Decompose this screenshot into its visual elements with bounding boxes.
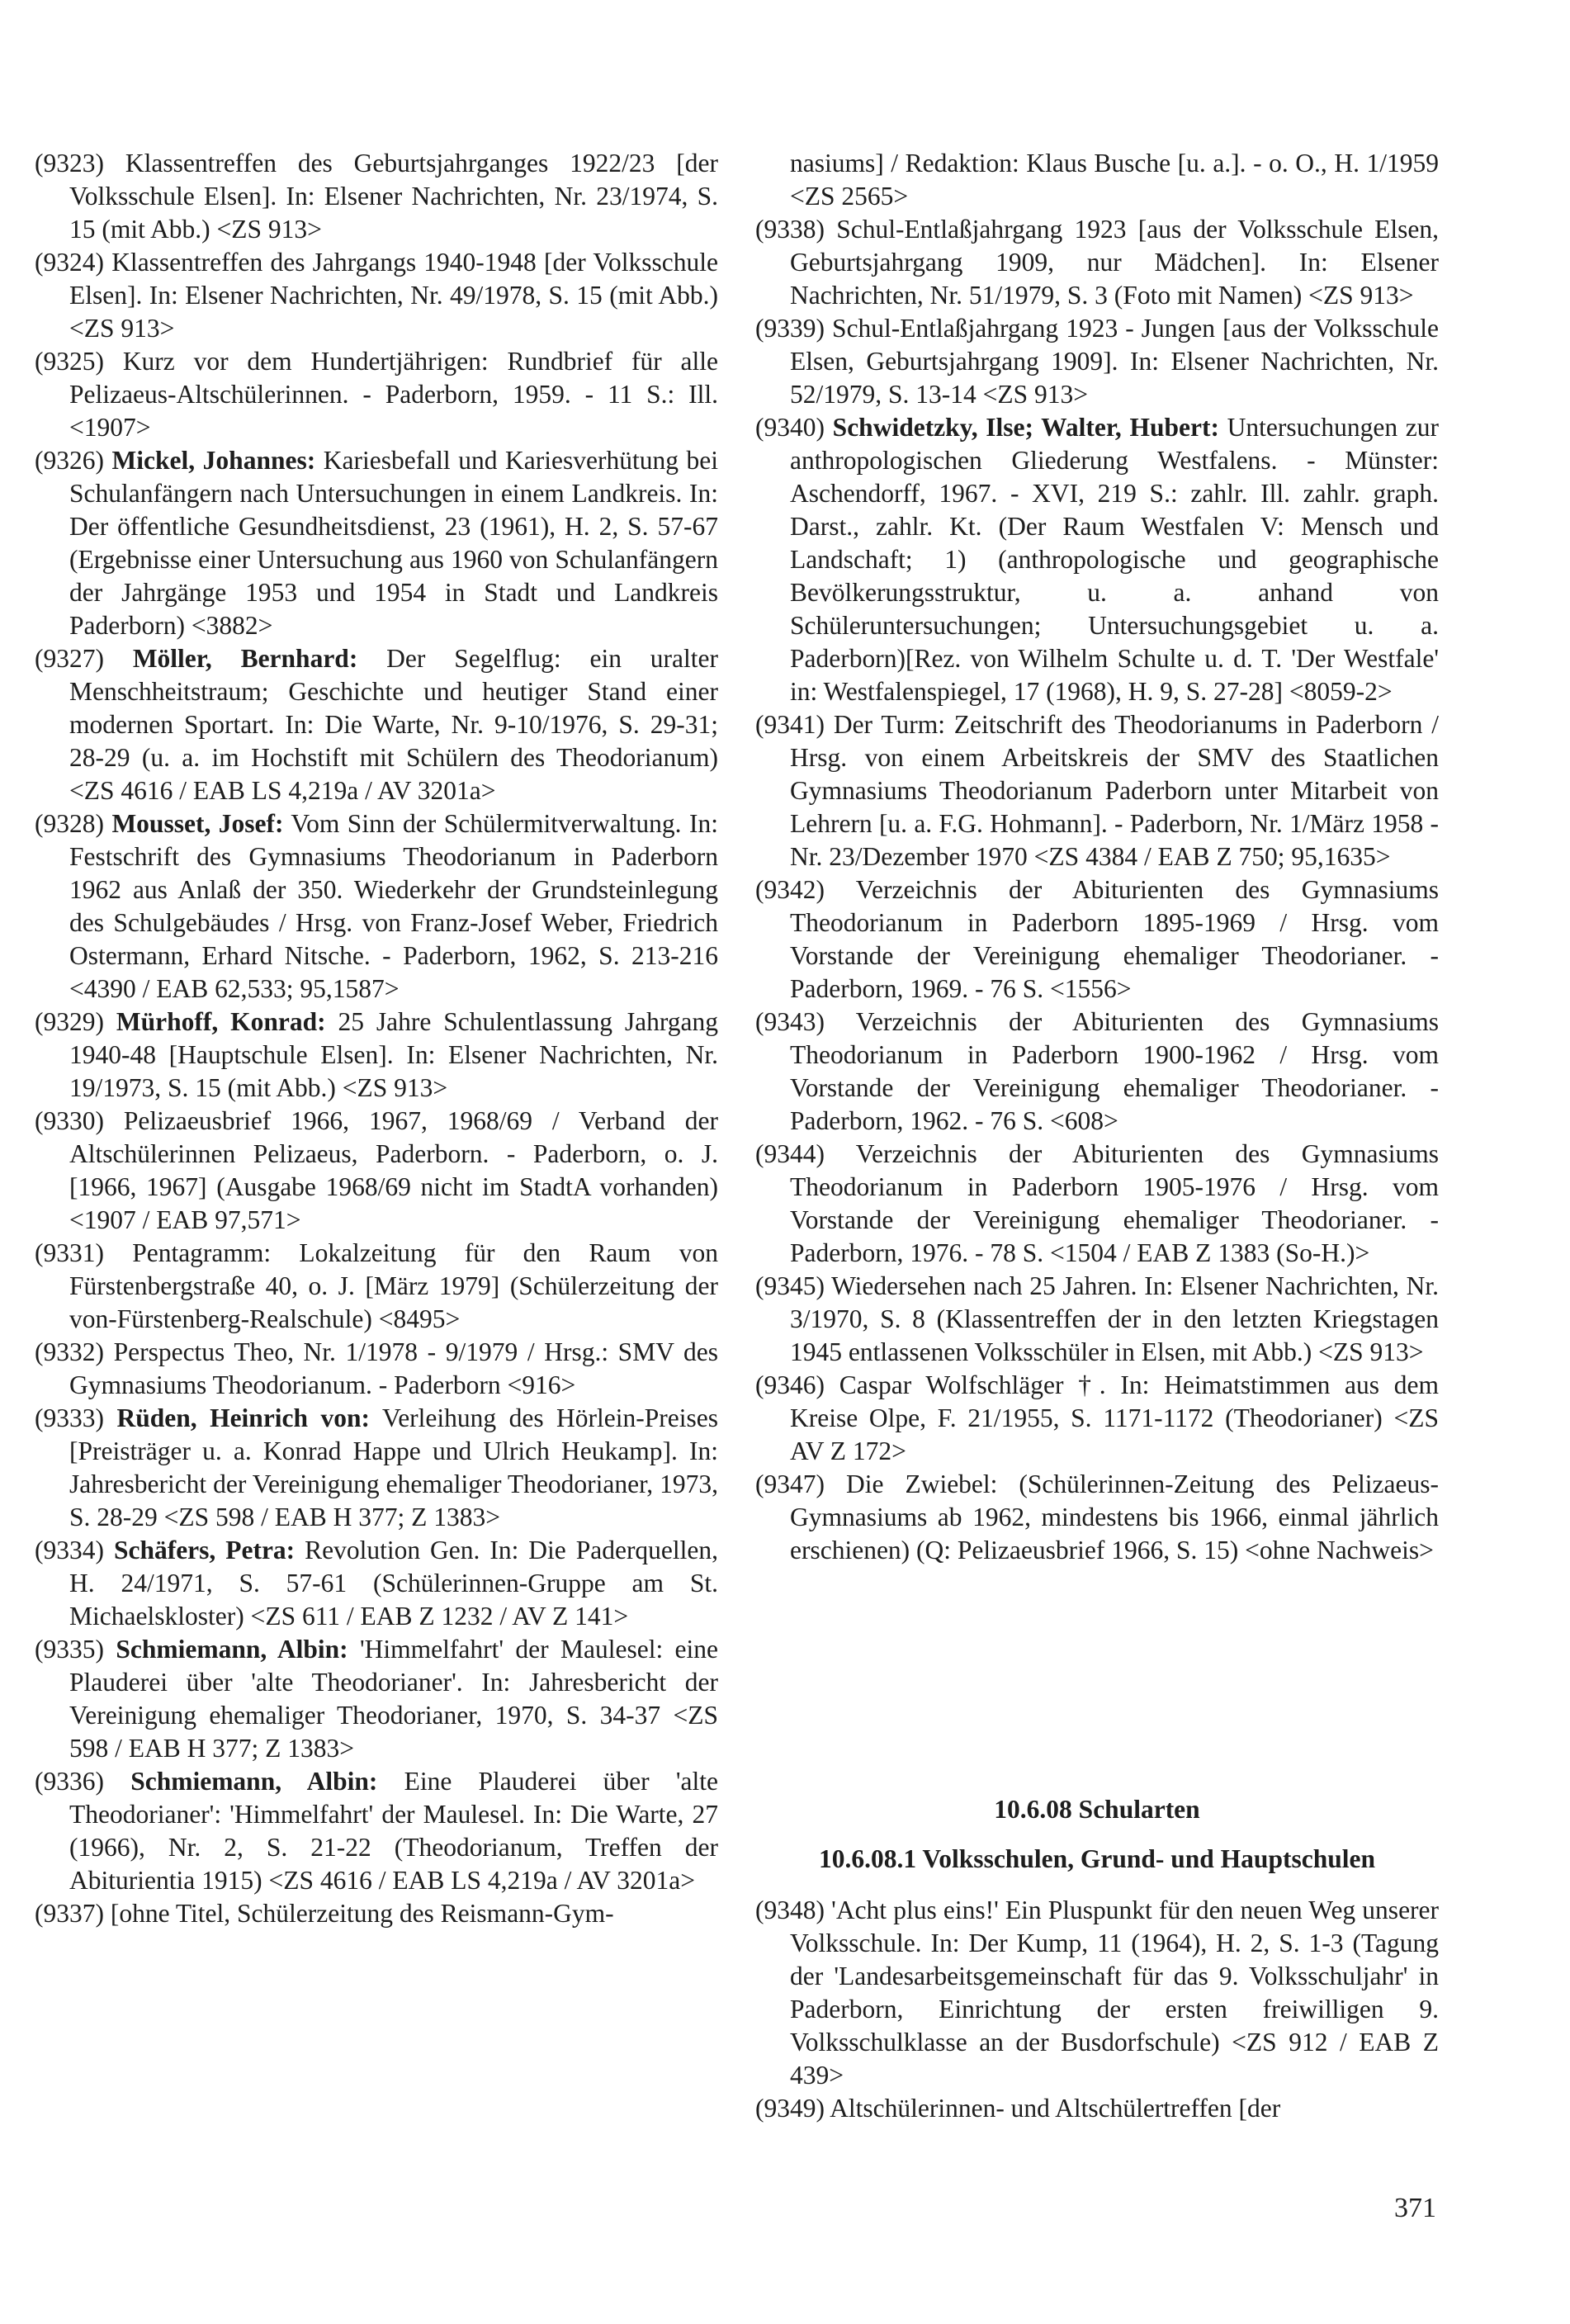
- bibliography-entry: [35, 807, 718, 1006]
- entry-text: Wiedersehen nach 25 Jahren. In: Elsener Nachrichten, Nr. 3/1970, S. 8 (Klassentreffen der in den letzten Kriegstagen 1945 entlassenen Volksschüler in Elsen, mit Abb.) <ZS 913>: [790, 1271, 1439, 1366]
- entry-author: Mousset, Josef:: [111, 809, 284, 838]
- entry-text: Untersuchungen zur anthropologischen Gliederung Westfalens. - Münster: Aschendorff, 1967. - XVI, 219 S.: zahlr. Ill. zahlr. graph. Darst., zahlr. Kt. (Der Raum Westfalen V: Mensch und Landschaft; 1) (anthropologische und geographische Bevölkerungsstruktur, u. a. anhand von Schüleruntersuchungen; Untersuchungsgebiet u. a. Paderborn)[Rez. von Wilhelm Schulte u. d. T. 'Der Westfale' in: Westfalenspiegel, 17 (1968), H. 9, S. 27-28] <8059-2>: [790, 413, 1440, 706]
- bibliography-entry: [35, 1765, 718, 1897]
- bibliography-entry: [35, 444, 718, 642]
- entry-number: (9348): [755, 1896, 825, 1924]
- entry-number: (9343): [755, 1007, 825, 1036]
- bibliography-entry: [755, 1894, 1439, 2092]
- entry-number: (9325): [35, 347, 104, 376]
- entry-text: 'Acht plus eins!' Ein Pluspunkt für den neuen Weg unserer Volksschule. In: Der Kump, 11 (1964), H. 2, S. 1-3 (Tagung der 'Landesarbeitsgemeinschaft für das 9. Volksschuljahr' in Paderborn, Einrichtung der ersten freiwilligen 9. Volksschulklasse an der Busdorfschule) <ZS 912 / EAB Z 439>: [790, 1896, 1440, 2090]
- bibliography-entry: [35, 246, 718, 345]
- bibliography-entry: [35, 147, 718, 246]
- bibliography-entry: [755, 1468, 1439, 1567]
- entry-text: Schul-Entlaßjahrgang 1923 - Jungen [aus der Volksschule Elsen, Geburtsjahrgang 1909]. In: Elsener Nachrichten, Nr. 52/1979, S. 13-14 <ZS 913>: [790, 314, 1440, 409]
- entry-number: (9347): [755, 1470, 825, 1498]
- entry-number: (9331): [35, 1238, 104, 1267]
- entry-number: (9334): [35, 1536, 104, 1564]
- entry-number: (9337): [35, 1899, 104, 1928]
- entry-text: 'Himmelfahrt' der Maulesel: eine Plauderei über 'alte Theodorianer'. In: Jahresbericht der Vereinigung ehemaliger Theodorianer, 1970, S. 34-37 <ZS 598 / EAB H 377; Z 1383>: [69, 1635, 719, 1763]
- entry-author: Schwidetzky, Ilse; Walter, Hubert:: [832, 413, 1219, 442]
- bibliography-entry: [35, 1105, 718, 1237]
- bibliography-entry: [35, 1402, 718, 1534]
- entry-text: Altschülerinnen- und Altschülertreffen [der: [830, 2094, 1281, 2123]
- entry-text: Klassentreffen des Jahrgangs 1940-1948 [der Volksschule Elsen]. In: Elsener Nachrichten, Nr. 49/1978, S. 15 (mit Abb.) <ZS 913>: [69, 248, 718, 343]
- entry-number: (9338): [755, 215, 825, 244]
- entry-author: Schäfers, Petra:: [113, 1536, 296, 1564]
- entry-text: nasiums] / Redaktion: Klaus Busche [u. a.]. - o. O., H. 1/1959 <ZS 2565>: [790, 149, 1439, 211]
- right-column-continued: [755, 1894, 1439, 2125]
- bibliography-entry: [755, 873, 1439, 1006]
- entry-number: (9329): [35, 1007, 104, 1036]
- bibliography-entry: [755, 147, 1439, 213]
- bibliography-entry: [755, 1369, 1439, 1468]
- entry-text: Caspar Wolfschläger †. In: Heimatstimmen aus dem Kreise Olpe, F. 21/1955, S. 1171-1172 (Theodorianer) <ZS AV Z 172>: [790, 1370, 1439, 1465]
- entry-text: Pelizaeusbrief 1966, 1967, 1968/69 / Verband der Altschülerinnen Pelizaeus, Paderborn. - Paderborn, o. J. [1966, 1967] (Ausgabe 1968/69 nicht im StadtA vorhanden) <1907 / EAB 97,571>: [69, 1106, 718, 1234]
- entry-text: 25 Jahre Schulentlassung Jahrgang 1940-48 [Hauptschule Elsen]. In: Elsener Nachrichten, Nr. 19/1973, S. 15 (mit Abb.) <ZS 913>: [69, 1007, 719, 1102]
- entry-number: (9344): [755, 1139, 825, 1168]
- bibliography-entry: [35, 1897, 718, 1930]
- entry-number: (9345): [755, 1271, 825, 1300]
- entry-number: (9324): [35, 248, 104, 277]
- entry-number: (9346): [755, 1370, 825, 1399]
- entry-text: Kariesbefall und Kariesverhütung bei Schulanfängern nach Untersuchungen in einem Landkreis. In: Der öffentliche Gesundheitsdienst, 23 (1961), H. 2, S. 57-67 (Ergebnisse einer Untersuchung aus 1960 von Schulanfängern der Jahrgänge 1953 und 1954 in Stadt und Landkreis Paderborn) <3882>: [69, 446, 718, 640]
- bibliography-entry: [35, 1336, 718, 1402]
- entry-author: Schmiemann, Albin:: [130, 1767, 378, 1796]
- entry-text: Verzeichnis der Abiturienten des Gymnasiums Theodorianum in Paderborn 1905-1976 / Hrsg. vom Vorstande der Vereinigung ehemaliger Theodorianer. - Paderborn, 1976. - 78 S. <1504 / EAB Z 1383 (So-H.)>: [790, 1139, 1439, 1267]
- entry-text: Schul-Entlaßjahrgang 1923 [aus der Volksschule Elsen, Geburtsjahrgang 1909, nur Mädchen]. In: Elsener Nachrichten, Nr. 51/1979, S. 3 (Foto mit Namen) <ZS 913>: [790, 215, 1440, 310]
- entry-text: Vom Sinn der Schülermitverwaltung. In: Festschrift des Gymnasiums Theodorianum in Paderborn 1962 aus Anlaß der 350. Wiederkehr der Grundsteinlegung des Schulgebäudes / Hrsg. von Franz-Josef Weber, Friedrich Ostermann, Erhard Nitsche. - Paderborn, 1962, S. 213-216 <4390 / EAB 62,533; 95,1587>: [69, 809, 718, 1003]
- entry-author: Möller, Bernhard:: [132, 644, 358, 673]
- entry-number: (9332): [35, 1337, 104, 1366]
- entry-author: Mürhoff, Konrad:: [116, 1007, 326, 1036]
- subsection-heading: 10.6.08.1 Volksschulen, Grund- und Hauptschulen: [819, 1844, 1375, 1873]
- entry-text: Klassentreffen des Geburtsjahrganges 1922/23 [der Volksschule Elsen]. In: Elsener Nachrichten, Nr. 23/1974, S. 15 (mit Abb.) <ZS 913>: [69, 149, 718, 244]
- entry-text: Der Turm: Zeitschrift des Theodorianums in Paderborn / Hrsg. von einem Arbeitskreis der SMV des Staatlichen Gymnasiums Theodorianum Paderborn unter Mitarbeit von Lehrern [u. a. F.G. Hohmann]. - Paderborn, Nr. 1/März 1958 - Nr. 23/Dezember 1970 <ZS 4384 / EAB Z 750; 95,1635>: [790, 710, 1439, 871]
- bibliography-entry: [755, 411, 1439, 708]
- entry-number: (9333): [35, 1403, 104, 1432]
- entry-number: (9342): [755, 875, 825, 904]
- bibliography-entry: [755, 1006, 1439, 1138]
- entry-number: (9326): [35, 446, 104, 475]
- bibliography-entry: [35, 1534, 718, 1633]
- entry-number: (9327): [35, 644, 104, 673]
- bibliography-entry: [35, 642, 718, 807]
- bibliography-entry: [755, 2092, 1439, 2125]
- bibliography-entry: [35, 1237, 718, 1336]
- entry-text: Der Segelflug: ein uralter Menschheitstraum; Geschichte und heutiger Stand einer modernen Sportart. In: Die Warte, Nr. 9-10/1976, S. 29-31; 28-29 (u. a. im Hochstift mit Schülern des Theodorianum) <ZS 4616 / EAB LS 4,219a / AV 3201a>: [69, 644, 719, 805]
- bibliography-entry: [35, 345, 718, 444]
- entry-text: Verzeichnis der Abiturienten des Gymnasiums Theodorianum in Paderborn 1895-1969 / Hrsg. vom Vorstande der Vereinigung ehemaliger Theodorianer. - Paderborn, 1969. - 76 S. <1556>: [790, 875, 1439, 1003]
- bibliography-entry: [755, 213, 1439, 312]
- entry-text: [ohne Titel, Schülerzeitung des Reismann-Gym-: [110, 1899, 614, 1928]
- entry-text: Perspectus Theo, Nr. 1/1978 - 9/1979 / Hrsg.: SMV des Gymnasiums Theodorianum. - Paderborn <916>: [69, 1337, 718, 1399]
- section-heading: 10.6.08 Schularten: [994, 1795, 1200, 1824]
- entry-text: Pentagramm: Lokalzeitung für den Raum von Fürstenbergstraße 40, o. J. [März 1979] (Schülerzeitung der von-Fürstenberg-Realschule) <8495>: [69, 1238, 719, 1333]
- entry-number: (9335): [35, 1635, 104, 1664]
- bibliography-entry: [35, 1633, 718, 1765]
- entry-number: (9323): [35, 149, 104, 177]
- entry-number: (9341): [755, 710, 825, 739]
- page-number: 371: [1394, 2193, 1436, 2223]
- entry-number: (9339): [755, 314, 825, 343]
- entry-number: (9330): [35, 1106, 104, 1135]
- left-column: [35, 147, 718, 1930]
- entry-text: Verleihung des Hörlein-Preises [Preisträger u. a. Konrad Happe und Ulrich Heukamp]. In: Jahresbericht der Vereinigung ehemaliger Theodorianer, 1973, S. 28-29 <ZS 598 / EAB H 377; Z 1383>: [69, 1403, 719, 1531]
- entry-text: Revolution Gen. In: Die Paderquellen, H. 24/1971, S. 57-61 (Schülerinnen-Gruppe am St. Michaelskloster) <ZS 611 / EAB Z 1232 / AV Z 141>: [69, 1536, 719, 1631]
- entry-text: Verzeichnis der Abiturienten des Gymnasiums Theodorianum in Paderborn 1900-1962 / Hrsg. vom Vorstande der Vereinigung ehemaliger Theodorianer. - Paderborn, 1962. - 76 S. <608>: [790, 1007, 1439, 1135]
- entry-number: (9349): [755, 2094, 825, 2123]
- entry-number: (9336): [35, 1767, 104, 1796]
- entry-text: Eine Plauderei über 'alte Theodorianer': 'Himmelfahrt' der Maulesel. In: Die Warte, 27 (1966), Nr. 2, S. 21-22 (Theodorianum, Treffen der Abiturientia 1915) <ZS 4616 / EAB LS 4,219a / AV 3201a>: [69, 1767, 719, 1895]
- right-column: [755, 147, 1439, 1567]
- entry-number: (9340): [755, 413, 825, 442]
- bibliography-entry: [755, 312, 1439, 411]
- entry-text: Die Zwiebel: (Schülerinnen-Zeitung des Pelizaeus-Gymnasiums ab 1962, mindestens bis 1966, einmal jährlich erschienen) (Q: Pelizaeusbrief 1966, S. 15) <ohne Nachweis>: [790, 1470, 1439, 1564]
- entry-author: Rüden, Heinrich von:: [116, 1403, 371, 1432]
- entry-author: Mickel, Johannes:: [111, 446, 316, 475]
- entry-number: (9328): [35, 809, 104, 838]
- bibliography-entry: [755, 1138, 1439, 1270]
- entry-author: Schmiemann, Albin:: [116, 1635, 348, 1664]
- bibliography-entry: [35, 1006, 718, 1105]
- bibliography-entry: [755, 1270, 1439, 1369]
- bibliography-entry: [755, 708, 1439, 873]
- entry-text: Kurz vor dem Hundertjährigen: Rundbrief für alle Pelizaeus-Altschülerinnen. - Paderborn, 1959. - 11 S.: Ill. <1907>: [69, 347, 719, 442]
